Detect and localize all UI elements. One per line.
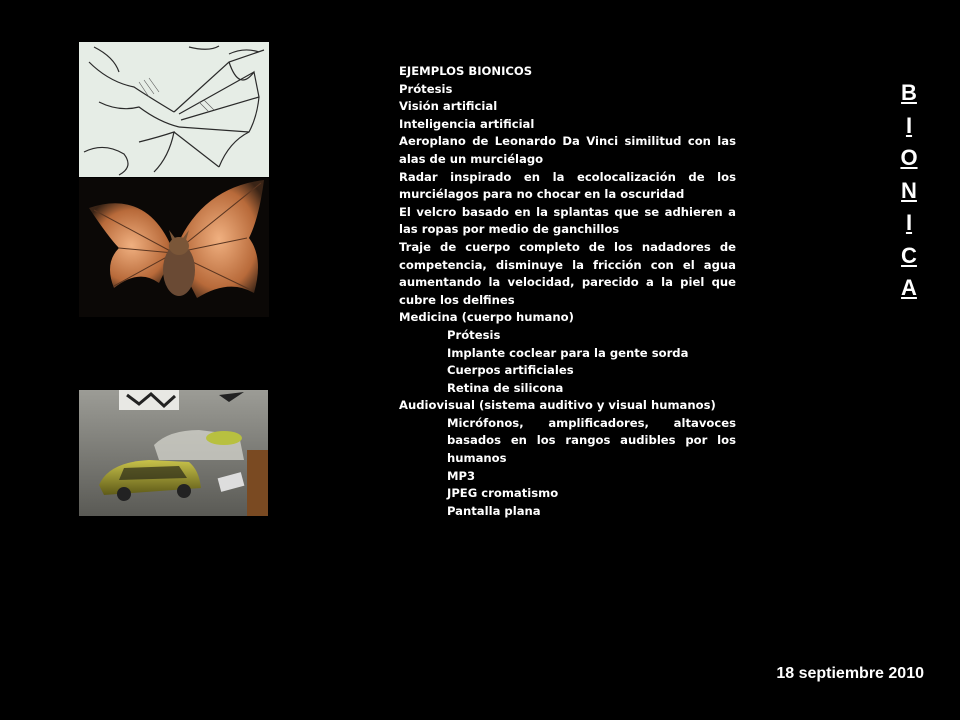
vertical-title-bionica: [894, 77, 924, 305]
list-item: Visión artificial: [399, 99, 498, 114]
list-item: Audiovisual (sistema auditivo y visual humanos): [399, 398, 716, 413]
da-vinci-wing-sketch-image: [79, 42, 269, 177]
examples-heading: EJEMPLOS BIONICOS: [399, 64, 533, 78]
slide-date: 18 septiembre 2010: [776, 665, 924, 682]
sub-list-item: Cuerpos artificiales: [447, 363, 574, 378]
title-letter: I: [905, 210, 913, 235]
sub-list-item: Micrófonos, amplificadores, altavoces basados en los rangos audibles por los humanos: [447, 415, 736, 466]
list-item: Radar inspirado en la ecolocalización de los murciélagos para no chocar en la oscuridad: [399, 169, 736, 202]
bionic-car-exhibit-image: [79, 390, 268, 516]
bat-photo-image: [79, 178, 269, 317]
title-letter: N: [901, 177, 917, 203]
title-letter: B: [901, 80, 917, 105]
sub-list-item: Pantalla plana: [447, 503, 541, 518]
list-item: Prótesis: [399, 81, 453, 96]
title-letter: C: [901, 242, 917, 268]
list-item: Aeroplano de Leonardo Da Vinci similitud con las alas de un murciélago: [399, 134, 736, 166]
sub-list-item: Implante coclear para la gente sorda: [447, 345, 689, 360]
title-letter: I: [905, 112, 913, 138]
sub-list-item: MP3: [447, 468, 476, 483]
list-item: Traje de cuerpo completo de los nadadores de competencia, disminuye la fricción con el agua aumentando la velocidad, parecido a la piel que cubre los delfines: [399, 239, 736, 307]
title-letter: O: [900, 145, 918, 170]
list-item: Inteligencia artificial: [399, 116, 535, 131]
list-item: El velcro basado en la splantas que se adhieren a las ropas por medio de ganchillos: [399, 204, 736, 237]
list-item: Medicina (cuerpo humano): [399, 310, 574, 325]
bionic-examples-text: [399, 63, 736, 520]
title-letter: A: [901, 275, 917, 300]
sub-list-item: Prótesis: [447, 327, 501, 342]
sub-list-item: JPEG cromatismo: [447, 486, 559, 501]
sub-list-item: Retina de silicona: [447, 380, 564, 395]
